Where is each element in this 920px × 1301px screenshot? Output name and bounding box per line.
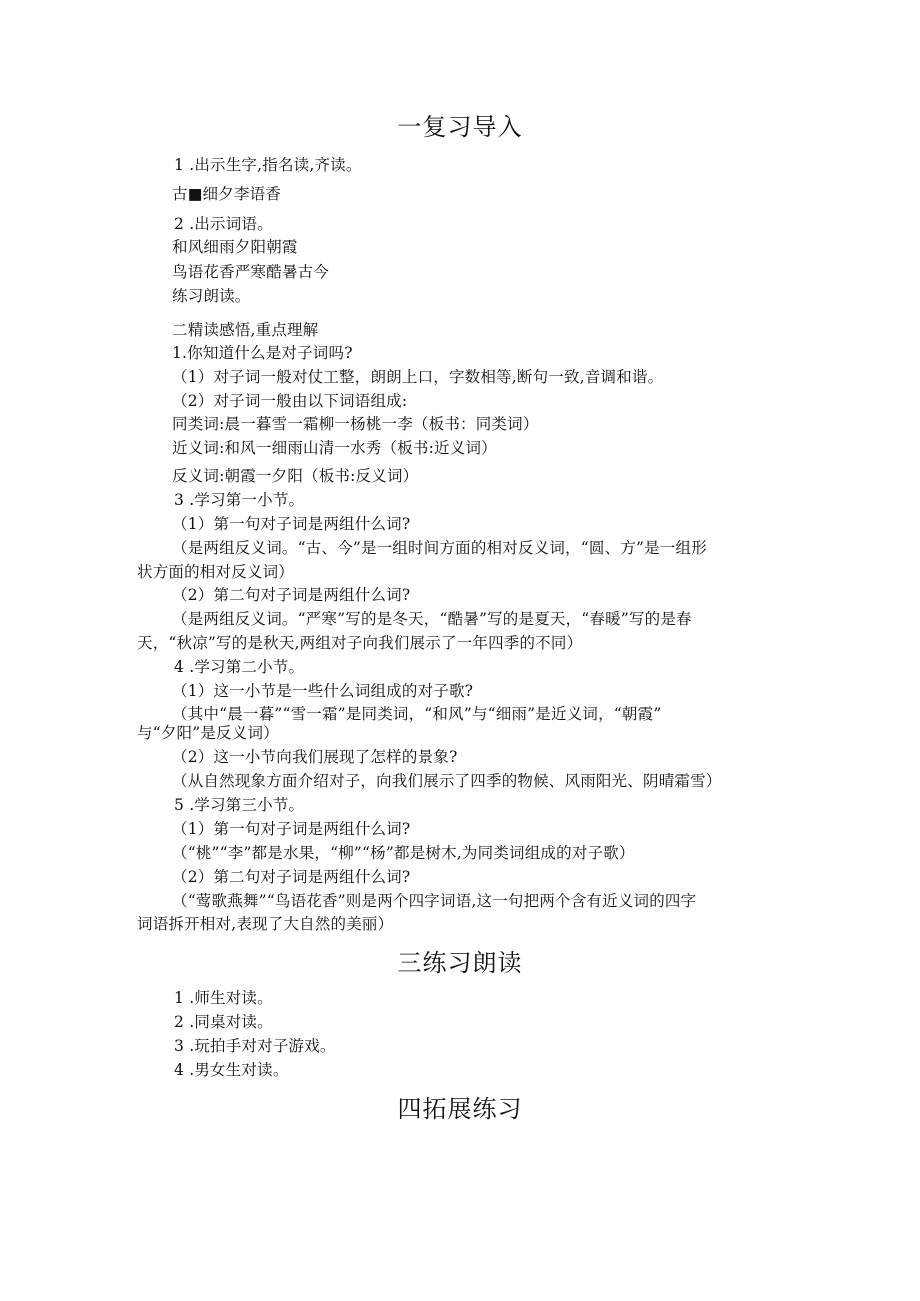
review-line-2: 古■细夕李语香 [172, 185, 282, 203]
study-line: （1）对子词一般对仗工整，朗朗上口，字数相等,断句一致,音调和谐。 [172, 368, 664, 386]
heading-extension-practice: 四拓展练习 [397, 1095, 523, 1123]
study-line: （2）对子词一般由以下词语组成: [172, 392, 408, 410]
study-line: （是两组反义词。“严寒”写的是冬天，“酷暑”写的是夏天，“春暖”写的是春 [172, 610, 692, 628]
review-line-4: 和风细雨夕阳朝霞 [172, 238, 298, 256]
study-line: （“桃”“李”都是水果，“柳”“杨”都是树木,为同类词组成的对子歌） [172, 844, 635, 862]
practice-line: 4 .男女生对读。 [174, 1061, 289, 1079]
study-line: （从自然现象方面介绍对子，向我们展示了四季的物候、风雨阳光、阴晴霜雪） [172, 772, 722, 790]
study-line: 天，“秋凉”写的是秋天,两组对子向我们展示了一年四季的不同） [137, 634, 583, 652]
review-line-3: 2 .出示词语。 [174, 215, 273, 233]
section-title-close-reading: 二精读感悟,重点理解 [172, 321, 319, 339]
study-line: （1）这一小节是一些什么词组成的对子歌? [172, 682, 474, 700]
study-line: （2）这一小节向我们展现了怎样的景象? [172, 748, 458, 766]
review-line-5: 鸟语花香严寒酷暑古今 [172, 263, 330, 281]
study-line: 近义词:和风一细雨山清一水秀（板书:近义词） [172, 439, 497, 457]
study-line: 5 .学习第三小节。 [174, 796, 305, 814]
study-line: 同类词:晨一暮雪一霜柳一杨桃一李（板书：同类词） [172, 415, 539, 433]
study-line: （1）第一句对子词是两组什么词? [172, 820, 411, 838]
study-line: （2）第二句对子词是两组什么词? [172, 868, 411, 886]
practice-line: 3 .玩拍手对对子游戏。 [174, 1037, 336, 1055]
study-line: （1）第一句对子词是两组什么词? [172, 515, 411, 533]
study-line: （是两组反义词。“古、今”是一组时间方面的相对反义词，“圆、方”是一组形 [172, 539, 707, 557]
study-line: 状方面的相对反义词） [137, 563, 295, 581]
study-line: 反义词:朝霞一夕阳（板书:反义词） [172, 467, 419, 485]
study-line: （“莺歌燕舞”“鸟语花香”则是两个四字词语,这一句把两个含有近义词的四字 [172, 892, 697, 910]
study-line: （2）第二句对子词是两组什么词? [172, 586, 411, 604]
review-line-6: 练习朗读。 [172, 287, 251, 305]
study-line: 3 .学习第一小节。 [174, 491, 305, 509]
practice-line: 1 .师生对读。 [174, 989, 273, 1007]
study-line: （其中“晨一暮”“雪一霜”是同类词，“和风”与“细雨”是近义词，“朝霞” [172, 705, 662, 723]
study-line: 1.你知道什么是对子词吗? [172, 344, 353, 362]
study-line: 词语拆开相对,表现了大自然的美丽） [137, 915, 394, 933]
heading-review-intro: 一复习导入 [397, 113, 523, 141]
heading-reading-practice: 三练习朗读 [397, 949, 523, 977]
study-line: 4 .学习第二小节。 [174, 658, 305, 676]
study-line: 与“夕阳”是反义词） [137, 724, 279, 742]
review-line-1: 1 .出示生字,指名读,齐读。 [174, 156, 362, 174]
practice-line: 2 .同桌对读。 [174, 1013, 273, 1031]
